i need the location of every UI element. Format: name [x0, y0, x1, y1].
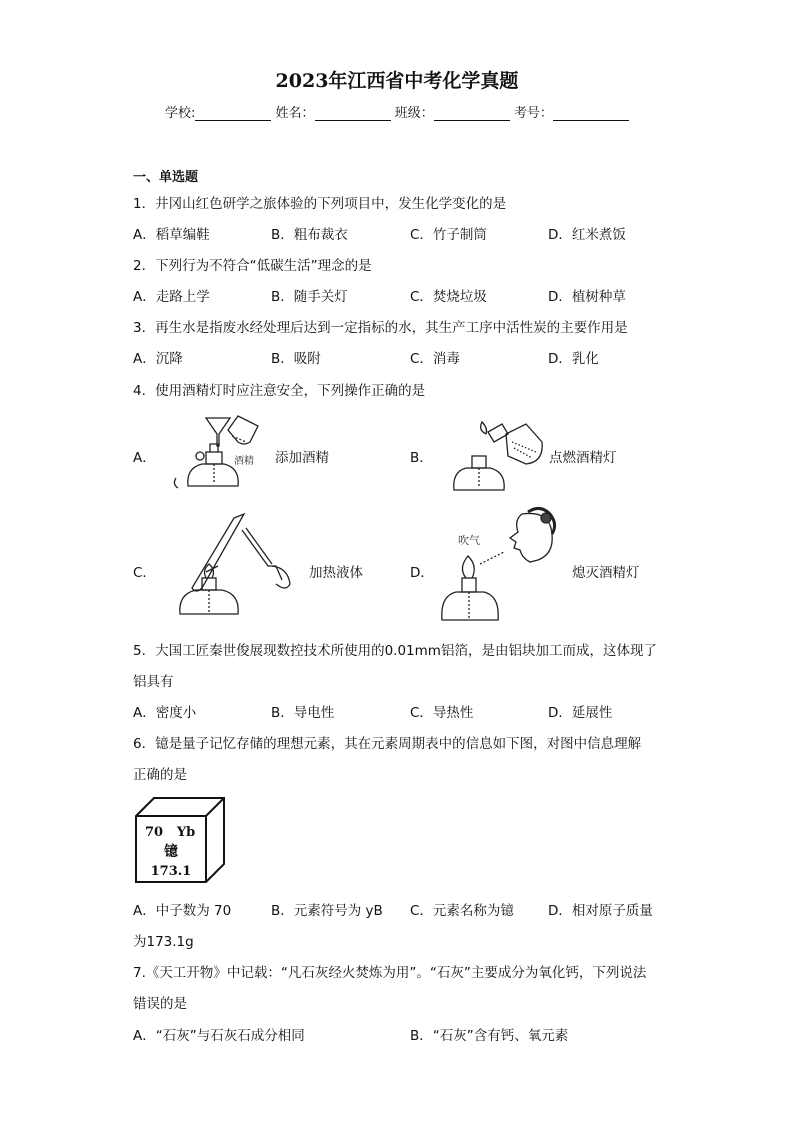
question-6-stem-line1: 6．镱是量子记忆存储的理想元素，其在元素周期表中的信息如下图，对图中信息理解	[133, 736, 642, 752]
q1-option-c: C．竹子制筒	[410, 227, 487, 243]
q6-option-d-continued: 为173.1g	[133, 934, 194, 950]
element-symbol: Yb	[176, 825, 196, 840]
lighting-lamp-illustration	[446, 412, 546, 498]
name-label: 姓名：	[275, 106, 315, 121]
q5-option-d: D．延展性	[548, 705, 613, 721]
q1-option-d: D．红米煮饭	[548, 227, 626, 243]
q1-option-b: B．粗布裁衣	[271, 227, 348, 243]
q4-caption-b: 点燃酒精灯	[549, 450, 617, 466]
section-title: 一、单选题	[133, 170, 199, 185]
q1-option-a: A．稻草编鞋	[133, 227, 210, 243]
q4-caption-c: 加热液体	[309, 565, 363, 581]
blow-label: 吹气	[458, 534, 480, 547]
q3-option-a: A．沉降	[133, 351, 183, 367]
atomic-number: 70	[144, 825, 164, 840]
question-7-stem-line2: 错误的是	[133, 996, 187, 1012]
q3-option-b: B．吸附	[271, 351, 321, 367]
student-info-line	[165, 102, 629, 121]
q4-option-b: B．	[410, 450, 433, 466]
q4-option-d: D．	[410, 565, 434, 581]
heating-liquid-illustration	[172, 510, 298, 622]
q2-option-c: C．焚烧垃圾	[410, 289, 487, 305]
q3-option-d: D．乳化	[548, 351, 599, 367]
q7-option-a: A．“石灰”与石灰石成分相同	[133, 1028, 305, 1044]
q6-option-d: D．相对原子质量	[548, 903, 653, 919]
extinguishing-lamp-illustration	[440, 504, 564, 628]
adding-alcohol-illustration	[166, 412, 266, 498]
q4-option-c: C．	[133, 565, 156, 581]
alcohol-label: 酒精	[234, 456, 254, 467]
q4-option-a: A．	[133, 450, 156, 466]
question-5-stem-line2: 铝具有	[133, 674, 174, 690]
q6-option-a: A．中子数为 70	[133, 903, 232, 919]
q5-option-b: B．导电性	[271, 705, 335, 721]
periodic-table-cell	[132, 794, 228, 886]
exam-no-label: 考号：	[513, 106, 553, 121]
exam-no-blank	[553, 106, 629, 121]
question-6-stem-line2: 正确的是	[133, 767, 187, 783]
q2-option-d: D．植树种草	[548, 289, 626, 305]
element-name: 镱	[164, 844, 178, 860]
page-title: 2023年江西省中考化学真题	[275, 70, 519, 92]
q3-option-c: C．消毒	[410, 351, 460, 367]
atomic-mass: 173.1	[150, 864, 192, 879]
name-blank	[315, 106, 391, 121]
q4-caption-d: 熄灭酒精灯	[572, 565, 640, 581]
q4-caption-a: 添加酒精	[275, 450, 329, 466]
question-5-stem-line1: 5．大国工匠秦世俊展现数控技术所使用的0.01mm铝箔，是由铝块加工而成，这体现了	[133, 643, 657, 659]
q6-option-c: C．元素名称为镱	[410, 903, 514, 919]
question-1-stem: 1．井冈山红色研学之旅体验的下列项目中，发生化学变化的是	[133, 196, 507, 212]
question-3-stem: 3．再生水是指废水经处理后达到一定指标的水，其生产工序中活性炭的主要作用是	[133, 320, 628, 336]
q2-option-a: A．走路上学	[133, 289, 210, 305]
q7-option-b: B．“石灰”含有钙、氧元素	[410, 1028, 569, 1044]
school-label: 学校:	[165, 106, 196, 121]
q2-option-b: B．随手关灯	[271, 289, 348, 305]
question-7-stem-line1: 7.《天工开物》中记载：“凡石灰经火焚炼为用”。“石灰”主要成分为氧化钙，下列说法	[133, 965, 647, 981]
question-2-stem: 2．下列行为不符合“低碳生活”理念的是	[133, 258, 372, 274]
school-blank	[195, 106, 271, 121]
class-blank	[434, 106, 510, 121]
class-label: 班级：	[394, 106, 434, 121]
q5-option-c: C．导热性	[410, 705, 474, 721]
question-4-stem: 4．使用酒精灯时应注意安全，下列操作正确的是	[133, 383, 426, 399]
q5-option-a: A．密度小	[133, 705, 197, 721]
q6-option-b: B．元素符号为 yB	[271, 903, 383, 919]
